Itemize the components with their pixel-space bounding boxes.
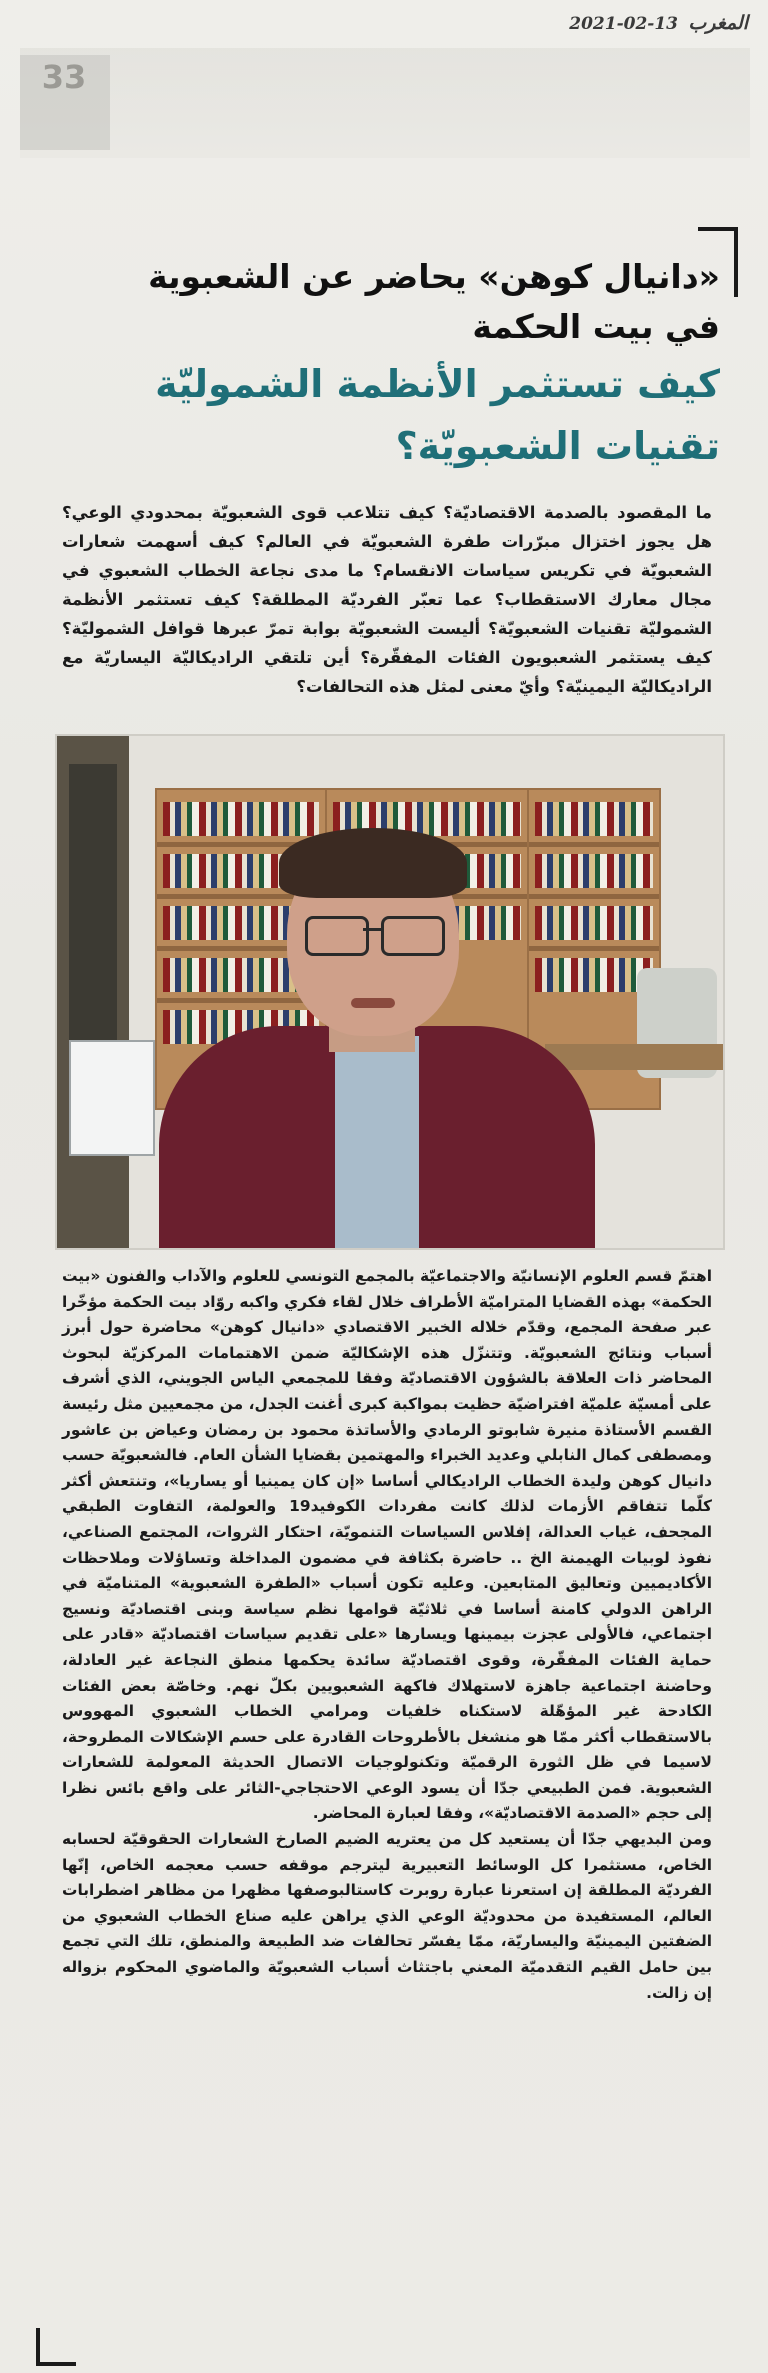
page-number: 33	[41, 58, 87, 96]
issue-date: 2021-02-13	[569, 14, 678, 34]
newspaper-masthead: المغرب	[688, 12, 748, 34]
kicker-line-2: في بيت الحكمة	[472, 307, 720, 346]
shelf-board	[529, 894, 659, 899]
body-paragraph-2: ومن البديهي جدّا أن يستعيد كل من يعتريه الضيم الصارخ الشعارات الحقوقيّة لحسابه الخاص، مستثمرا كل الوسائط التعبيرية ليترجم موقفه حسب معجمه الخاص، إنّها الفرديّة المطلقة إن استعرنا عبارة روبرت كاستالبوصفها مظهرا من مظاهر اضطرابات العالم، المستفيدة من محدوديّة الوعي الذي يراهن عليه صناع الخطاب الشعبوي من الضفتين اليمينيّة واليساريّة، ممّا يفسّر تحالفات ضد الطبيعة والمنطق، تلك التي تجمع بين حامل القيم التقدميّة المعني باجتثاث أسباب الشعبويّة والماضوي المحكوم بزواله إن زالت.	[62, 1830, 712, 2002]
kicker-line-1: «دانيال كوهن» يحاضر عن الشعبوية	[148, 257, 720, 296]
speaker-hair	[279, 828, 467, 898]
frame-corner-bottom-vertical	[36, 2328, 40, 2366]
glasses-bridge	[363, 928, 381, 931]
glasses-right-lens	[381, 916, 445, 956]
article-body	[62, 1264, 712, 2006]
photo-door-panel	[69, 764, 117, 1064]
bleed-through-strip	[20, 48, 750, 158]
photo-white-screen	[69, 1040, 155, 1156]
main-title-line-2: تقنيات الشعبويّة؟	[395, 424, 720, 468]
frame-corner-top-vertical	[734, 227, 738, 297]
body-paragraph-1: اهتمّ قسم العلوم الإنسانيّة والاجتماعيّة بالمجمع التونسي للعلوم والآداب والفنون «بيت الحكمة» بهذه القضايا المتراميّة الأطراف خلال لقاء فكري واكبه روّاد بيت الحكمة مؤخّرا عبر صفحة المجمع، وقدّم خلاله الخبير الاقتصادي «دانيال كوهن» محاضرة حول أبرز أسباب ونتائج الشعبويّة. وتتنزّل هذه الإشكاليّة ضمن الاهتمامات المركزيّة لبحوث المحاضر ذات العلاقة بالشؤون الاقتصاديّة وفقا للمجمعي الياس الجويني، الذي أشرف على أمسيّة علميّة افتراضيّة حظيت بمواكبة كبرى أغنت الجدل، من مجمعيين مثل رئيسة القسم الأستاذة منيرة شابوتو الرمادي والأساتذة محمود بن رمضان وعياض بن عاشور ومصطفى كمال النابلي وعديد الخبراء والمهتمين بقضايا الشأن العام. فالشعبويّة حسب دانيال كوهن وليدة الخطاب الراديكالي أساسا «إن كان يمينيا أو يساريا»، وتنتعش أكثر كلّما تتفاقم الأزمات لذلك كانت مفردات الكوفيد19 والعولمة، التفاوت الطبقي المجحف، غياب العدالة، إفلاس السياسات التنمويّة، احتكار الثروات، المجتمع الصناعي، نفوذ لوبيات الهيمنة الخ .. حاضرة بكثافة في مضمون المداخلة وتساؤلات وملاحظات الأكاديميين وتعاليق المتابعين. وعليه تكون أسباب «الطفرة الشعبوية» المتناميّة في الراهن الدولي كامنة أساسا في ثلاثيّة قوامها نظم سياسة وبنى اقتصاديّة ونسيج اجتماعي، فالأولى عجزت بيمينها ويسارها «على تقديم سياسات اقتصاديّة «قادر على حماية الفئات المفقّرة، وقوى اقتصاديّة سائدة يحكمها منطق النجاعة غير العادلة، وحاضنة اجتماعية جاهزة لاستهلاك فاكهة الشعبويين بكلّ نهم. وخاصّة بعض الفئات الكادحة غير المؤهّلة لاستكناه خلفيات ومرامي الخطاب الشعبوي المهووس بالاستقطاب أكثر ممّا هو منشغل بالأطروحات القادرة على حسم الإشكالات المطروحة، لاسيما في ظل الثورة الرقميّة وتكنولوجيات الاتصال الحديثة المعولمة للشعارات الشعبوية. فمن الطبيعي جدّا أن يسود الوعي الاحتجاجي-الثائر على واقع بائس نظرا إلى حجم «الصدمة الاقتصاديّة»، وفقا لعبارة المحاضر.	[62, 1267, 713, 1823]
frame-corner-bottom-horizontal	[36, 2362, 76, 2366]
photo-table	[545, 1044, 723, 1070]
frame-corner-top-horizontal	[698, 227, 738, 231]
glasses-left-lens	[305, 916, 369, 956]
speaker-shirt	[335, 1036, 419, 1248]
page-header	[0, 6, 768, 46]
speaker-photo	[55, 734, 725, 1250]
article-lead: ما المقصود بالصدمة الاقتصاديّة؟ كيف تتلاعب قوى الشعبويّة بمحدودي الوعي؟ هل يجوز اختزال مبرّرات طفرة الشعبويّة في العالم؟ كيف أسهمت شعارات الشعبويّة في تكريس سياسات الانقسام؟ ما مدى نجاعة الخطاب الشعبوي في مجال معارك الاستقطاب؟ عما تعبّر الفرديّة المطلقة؟ كيف تستثمر الأنظمة الشموليّة تقنيات الشعبويّة؟ أليست الشعبويّة بوابة تمرّ عبرها قوافل الشموليّة؟ كيف يستثمر الشعبويون الفئات المفقّرة؟ أين تلتقي الراديكاليّة اليساريّة مع الراديكاليّة اليمينيّة؟ وأيّ معنى لمثل هذه التحالفات؟	[62, 503, 712, 696]
shelf-board	[529, 842, 659, 847]
book-row	[163, 802, 319, 836]
book-row	[535, 958, 653, 992]
book-row	[535, 906, 653, 940]
book-row	[535, 802, 653, 836]
shelf-board	[529, 946, 659, 951]
main-title-line-1: كيف تستثمر الأنظمة الشموليّة	[155, 362, 720, 406]
book-row	[535, 854, 653, 888]
article-headline	[60, 252, 720, 476]
speaker-mouth	[351, 998, 395, 1008]
